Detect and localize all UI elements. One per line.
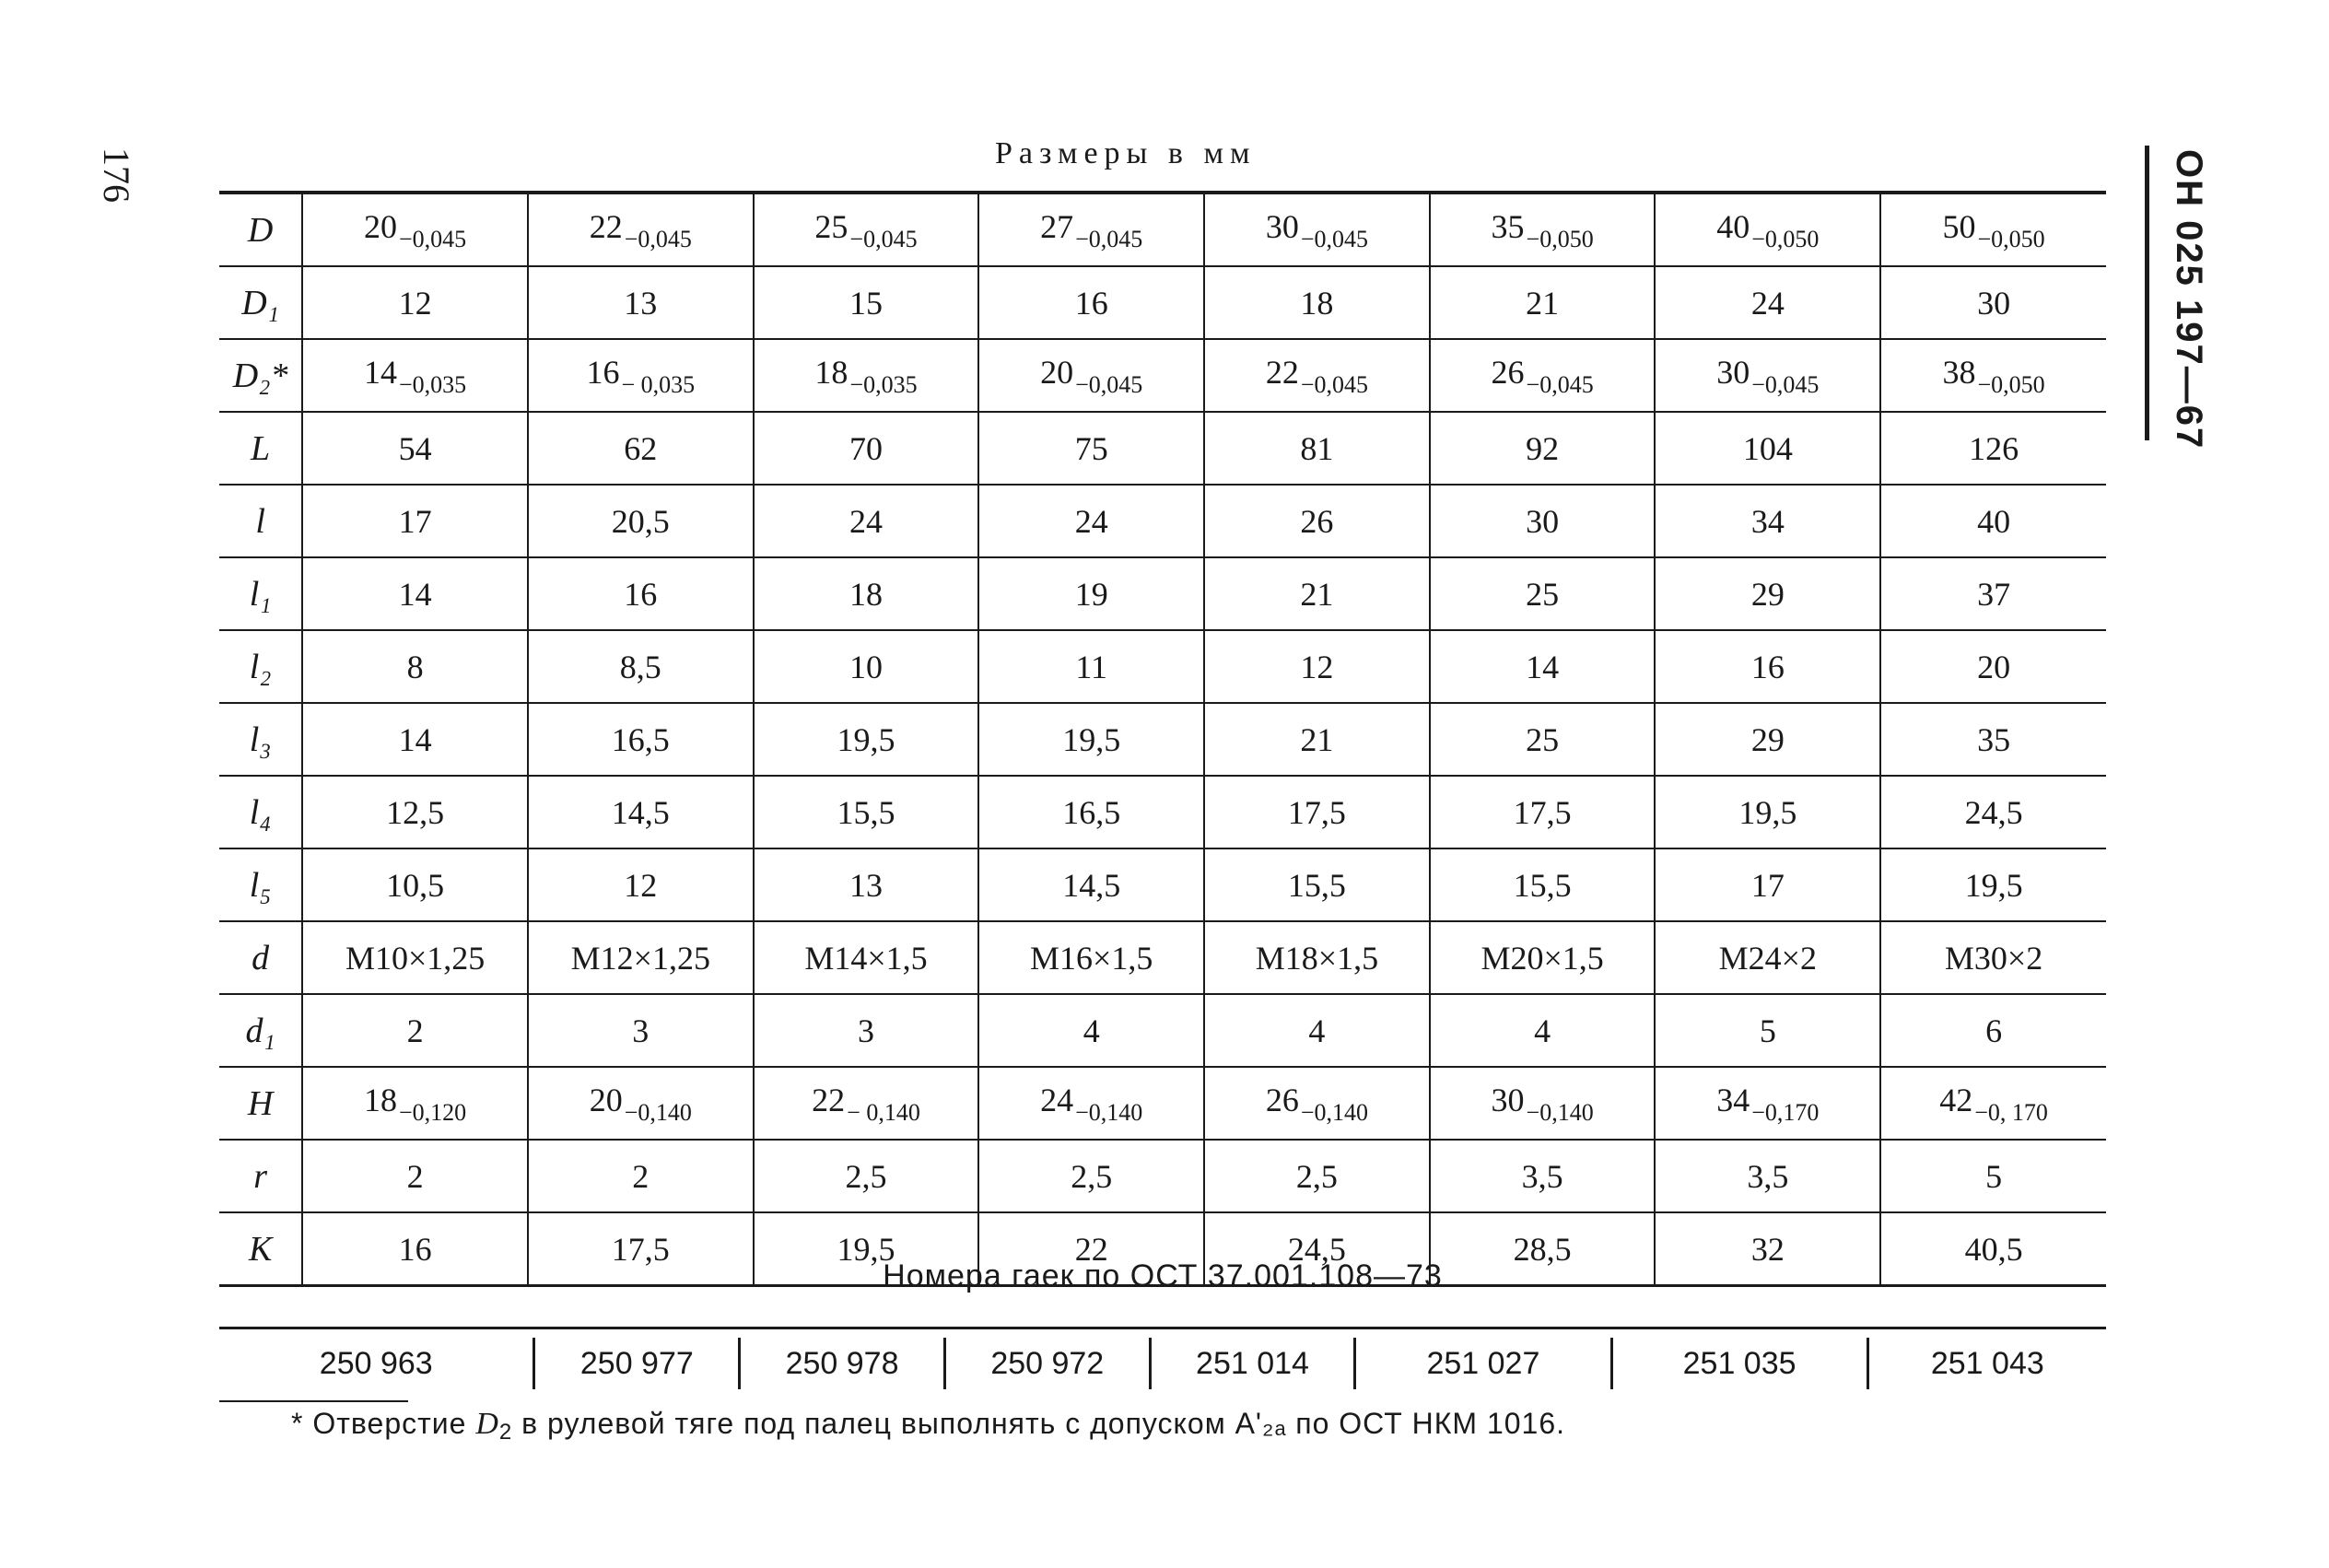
nut-number: 250 978 [738, 1338, 943, 1389]
table-cell: M16×1,5 [978, 921, 1204, 994]
table-cell: 16 [1655, 630, 1880, 703]
tolerance-deviation: −0,045 [1751, 370, 1820, 398]
tolerance-base: 18 [364, 1081, 398, 1118]
tolerance-base: 20 [589, 1081, 623, 1118]
tolerance-base: 34 [1716, 1081, 1750, 1118]
table-cell: 21 [1204, 557, 1430, 630]
footnote-symbol: D [475, 1407, 499, 1441]
table-row [219, 630, 2106, 703]
nut-numbers-rule [219, 1327, 2106, 1329]
tolerance-deviation: −0,050 [1977, 225, 2045, 252]
table-cell: 30 [1430, 485, 1656, 557]
tolerance-base: 26 [1265, 1081, 1299, 1118]
table-row [219, 412, 2106, 485]
table-cell [1430, 1067, 1656, 1140]
table-cell: 35 [1880, 703, 2106, 776]
table-cell: 12,5 [302, 776, 528, 848]
tolerance-base: 42 [1939, 1081, 1973, 1118]
tolerance-deviation: − 0,035 [621, 370, 696, 398]
tolerance-deviation: −0,140 [624, 1098, 692, 1126]
table-cell: 21 [1430, 266, 1656, 339]
table-cell: 18 [1204, 266, 1430, 339]
tolerance-deviation: −0,045 [1526, 370, 1594, 398]
table-cell: 20 [1880, 630, 2106, 703]
table-cell: 19,5 [978, 703, 1204, 776]
table-cell: 17,5 [1430, 776, 1656, 848]
row-label: K [219, 1212, 302, 1286]
dimensions-table [219, 191, 2106, 1287]
table-cell: 2,5 [978, 1140, 1204, 1212]
table-cell: 12 [1204, 630, 1430, 703]
table-cell: 3 [528, 994, 754, 1067]
tolerance-base: 38 [1942, 353, 1976, 391]
table-cell [1880, 1067, 2106, 1140]
tolerance-base: 30 [1716, 353, 1750, 391]
tolerance-deviation: − 0,140 [847, 1098, 920, 1126]
nut-number: 251 027 [1353, 1338, 1609, 1389]
table-cell: 24 [754, 485, 979, 557]
row-label: l₄ [219, 776, 302, 848]
tolerance-deviation: −0,035 [849, 370, 918, 398]
nut-number: 250 977 [533, 1338, 738, 1389]
table-cell: 34 [1655, 485, 1880, 557]
table-cell [754, 1067, 979, 1140]
row-label: l₃ [219, 703, 302, 776]
table-cell [528, 339, 754, 412]
table-row [219, 557, 2106, 630]
tolerance-base: 50 [1942, 207, 1976, 245]
row-label: L [219, 412, 302, 485]
table-cell [1655, 1067, 1880, 1140]
table-cell: 2 [302, 994, 528, 1067]
nut-number: 251 035 [1610, 1338, 1867, 1389]
table-cell: M30×2 [1880, 921, 2106, 994]
tolerance-deviation: −0,170 [1751, 1098, 1820, 1126]
table-cell: 16 [302, 1212, 528, 1286]
table-cell: 19,5 [754, 703, 979, 776]
tolerance-base: 30 [1265, 207, 1299, 245]
tolerance-base: 16 [586, 353, 620, 391]
table-cell: 19,5 [1880, 848, 2106, 921]
table-row [219, 193, 2106, 266]
table-cell: 19,5 [1655, 776, 1880, 848]
table-cell: 2 [302, 1140, 528, 1212]
table-cell: 17,5 [1204, 776, 1430, 848]
tolerance-deviation: −0,140 [1300, 1098, 1368, 1126]
table-cell [302, 1067, 528, 1140]
units-caption: Размеры в мм [995, 136, 1257, 170]
table-cell: 24 [1655, 266, 1880, 339]
table-cell: M20×1,5 [1430, 921, 1656, 994]
table-cell: M24×2 [1655, 921, 1880, 994]
table-cell [754, 193, 979, 266]
table-cell: 14 [302, 557, 528, 630]
table-cell [302, 193, 528, 266]
table-cell: 8 [302, 630, 528, 703]
table-cell [1204, 1067, 1430, 1140]
table-cell: 16,5 [978, 776, 1204, 848]
tolerance-base: 20 [1040, 353, 1074, 391]
tolerance-deviation: −0,140 [1526, 1098, 1594, 1126]
table-row [219, 994, 2106, 1067]
table-cell: 16 [978, 266, 1204, 339]
tolerance-base: 14 [364, 353, 398, 391]
row-label: r [219, 1140, 302, 1212]
table-cell: 16,5 [528, 703, 754, 776]
table-cell: 70 [754, 412, 979, 485]
table-cell: 54 [302, 412, 528, 485]
table-cell: 62 [528, 412, 754, 485]
nut-numbers-row [219, 1338, 2106, 1389]
table-cell: M14×1,5 [754, 921, 979, 994]
table-cell: 17 [1655, 848, 1880, 921]
table-cell [1880, 193, 2106, 266]
table-row [219, 1067, 2106, 1140]
table-cell: 25 [1430, 703, 1656, 776]
table-cell: 19 [978, 557, 1204, 630]
table-cell: 4 [1430, 994, 1656, 1067]
tolerance-base: 40 [1716, 207, 1750, 245]
table-cell: 13 [754, 848, 979, 921]
table-cell: 10,5 [302, 848, 528, 921]
table-cell: 29 [1655, 557, 1880, 630]
table-cell: 19,5 [754, 1212, 979, 1286]
tolerance-deviation: −0,035 [399, 370, 467, 398]
table-cell: 3 [754, 994, 979, 1067]
tolerance-base: 20 [364, 207, 398, 245]
tolerance-base: 35 [1491, 207, 1525, 245]
table-cell [1655, 193, 1880, 266]
table-cell: 22 [978, 1212, 1204, 1286]
table-cell: 75 [978, 412, 1204, 485]
table-cell [1430, 339, 1656, 412]
table-cell: 16 [528, 557, 754, 630]
table-cell: 29 [1655, 703, 1880, 776]
table-cell [528, 1067, 754, 1140]
table-cell: 5 [1880, 1140, 2106, 1212]
table-cell [1430, 193, 1656, 266]
row-label: d₁ [219, 994, 302, 1067]
table-cell: 25 [1430, 557, 1656, 630]
table-cell [978, 1067, 1204, 1140]
tolerance-base: 22 [1265, 353, 1299, 391]
table-cell: 40 [1880, 485, 2106, 557]
footnote-rule [219, 1400, 408, 1402]
table-cell [302, 339, 528, 412]
table-cell [1655, 339, 1880, 412]
nut-number: 250 963 [319, 1345, 433, 1381]
row-label: l₅ [219, 848, 302, 921]
tolerance-base: 27 [1040, 207, 1074, 245]
row-label: l₁ [219, 557, 302, 630]
table-cell: 37 [1880, 557, 2106, 630]
table-row [219, 485, 2106, 557]
tolerance-base: 25 [814, 207, 849, 245]
table-cell: 4 [978, 994, 1204, 1067]
table-cell: 2,5 [1204, 1140, 1430, 1212]
table-cell: M12×1,25 [528, 921, 754, 994]
tolerance-deviation: −0,050 [1751, 225, 1820, 252]
nut-number: 251 043 [1867, 1338, 2106, 1389]
row-label: l₂ [219, 630, 302, 703]
table-cell: 126 [1880, 412, 2106, 485]
table-row [219, 703, 2106, 776]
table-cell: 12 [528, 848, 754, 921]
table-cell: 8,5 [528, 630, 754, 703]
tolerance-deviation: −0,050 [1977, 370, 2045, 398]
table-cell: 15,5 [754, 776, 979, 848]
page-number: 176 [96, 147, 137, 203]
table-cell: 4 [1204, 994, 1430, 1067]
nut-number: 251 014 [1149, 1338, 1354, 1389]
tolerance-deviation: −0,050 [1526, 225, 1594, 252]
table-cell: 14,5 [978, 848, 1204, 921]
tolerance-base: 22 [589, 207, 623, 245]
table-cell [1880, 339, 2106, 412]
table-cell: M18×1,5 [1204, 921, 1430, 994]
table-row [219, 776, 2106, 848]
tolerance-deviation: −0, 170 [1974, 1098, 2048, 1126]
tolerance-deviation: −0,045 [1075, 225, 1143, 252]
table-cell: 12 [302, 266, 528, 339]
row-label: d [219, 921, 302, 994]
table-cell: 40,5 [1880, 1212, 2106, 1286]
table-row [219, 1140, 2106, 1212]
tolerance-deviation: −0,045 [849, 225, 918, 252]
table-cell: 13 [528, 266, 754, 339]
tolerance-base: 18 [814, 353, 849, 391]
tolerance-deviation: −0,045 [624, 225, 692, 252]
dimensions-table-body [219, 193, 2106, 1286]
table-row [219, 266, 2106, 339]
tolerance-deviation: −0,045 [1300, 370, 1368, 398]
table-cell: 10 [754, 630, 979, 703]
table-cell: 30 [1880, 266, 2106, 339]
table-cell: 15 [754, 266, 979, 339]
table-cell: 14,5 [528, 776, 754, 848]
table-cell: 92 [1430, 412, 1656, 485]
row-label: D₂* [219, 339, 302, 412]
table-cell: 2,5 [754, 1140, 979, 1212]
table-cell: 17 [302, 485, 528, 557]
row-label: D [219, 193, 302, 266]
table-cell: 104 [1655, 412, 1880, 485]
nut-number: 250 972 [943, 1338, 1149, 1389]
table-cell: 18 [754, 557, 979, 630]
footnote-symbol-sub: 2 [498, 1420, 513, 1445]
table-cell [1204, 339, 1430, 412]
table-cell: 20,5 [528, 485, 754, 557]
table-row [219, 921, 2106, 994]
document-code: ОН 025 197—67 [2169, 149, 2209, 451]
table-cell [528, 193, 754, 266]
tolerance-deviation: −0,140 [1075, 1098, 1143, 1126]
document-code-rule [2145, 146, 2149, 440]
nut-numbers-heading: Номера гаек по ОСТ 37.001.108—73 [883, 1258, 1443, 1293]
table-cell: M10×1,25 [302, 921, 528, 994]
tolerance-base: 30 [1491, 1081, 1525, 1118]
table-cell: 3,5 [1655, 1140, 1880, 1212]
table-cell: 6 [1880, 994, 2106, 1067]
tolerance-deviation: −0,045 [399, 225, 467, 252]
tolerance-deviation: −0,045 [1075, 370, 1143, 398]
tolerance-deviation: −0,045 [1300, 225, 1368, 252]
row-label: D₁ [219, 266, 302, 339]
table-cell: 5 [1655, 994, 1880, 1067]
table-cell [978, 193, 1204, 266]
table-cell: 14 [302, 703, 528, 776]
table-cell: 26 [1204, 485, 1430, 557]
table-cell [978, 339, 1204, 412]
footnote-prefix: * Отверстие [291, 1407, 476, 1440]
table-cell: 24 [978, 485, 1204, 557]
tolerance-deviation: −0,120 [399, 1098, 467, 1126]
tolerance-base: 22 [812, 1081, 846, 1118]
tolerance-base: 24 [1040, 1081, 1074, 1118]
footnote-suffix: в рулевой тяге под палец выполнять с допуском А'₂ₐ по ОСТ НКМ 1016. [512, 1407, 1566, 1440]
row-label: H [219, 1067, 302, 1140]
table-cell: 21 [1204, 703, 1430, 776]
table-cell: 14 [1430, 630, 1656, 703]
table-row [219, 339, 2106, 412]
tolerance-base: 26 [1491, 353, 1525, 391]
table-cell: 3,5 [1430, 1140, 1656, 1212]
table-cell: 81 [1204, 412, 1430, 485]
table-cell: 28,5 [1430, 1212, 1656, 1286]
table-cell: 2 [528, 1140, 754, 1212]
table-cell: 17,5 [528, 1212, 754, 1286]
table-cell: 24,5 [1204, 1212, 1430, 1286]
footnote [291, 1407, 1565, 1445]
table-cell: 24,5 [1880, 776, 2106, 848]
table-cell [754, 339, 979, 412]
table-cell: 15,5 [1430, 848, 1656, 921]
table-cell: 15,5 [1204, 848, 1430, 921]
row-label: l [219, 485, 302, 557]
table-cell: 32 [1655, 1212, 1880, 1286]
table-cell [1204, 193, 1430, 266]
table-row [219, 848, 2106, 921]
table-cell: 11 [978, 630, 1204, 703]
